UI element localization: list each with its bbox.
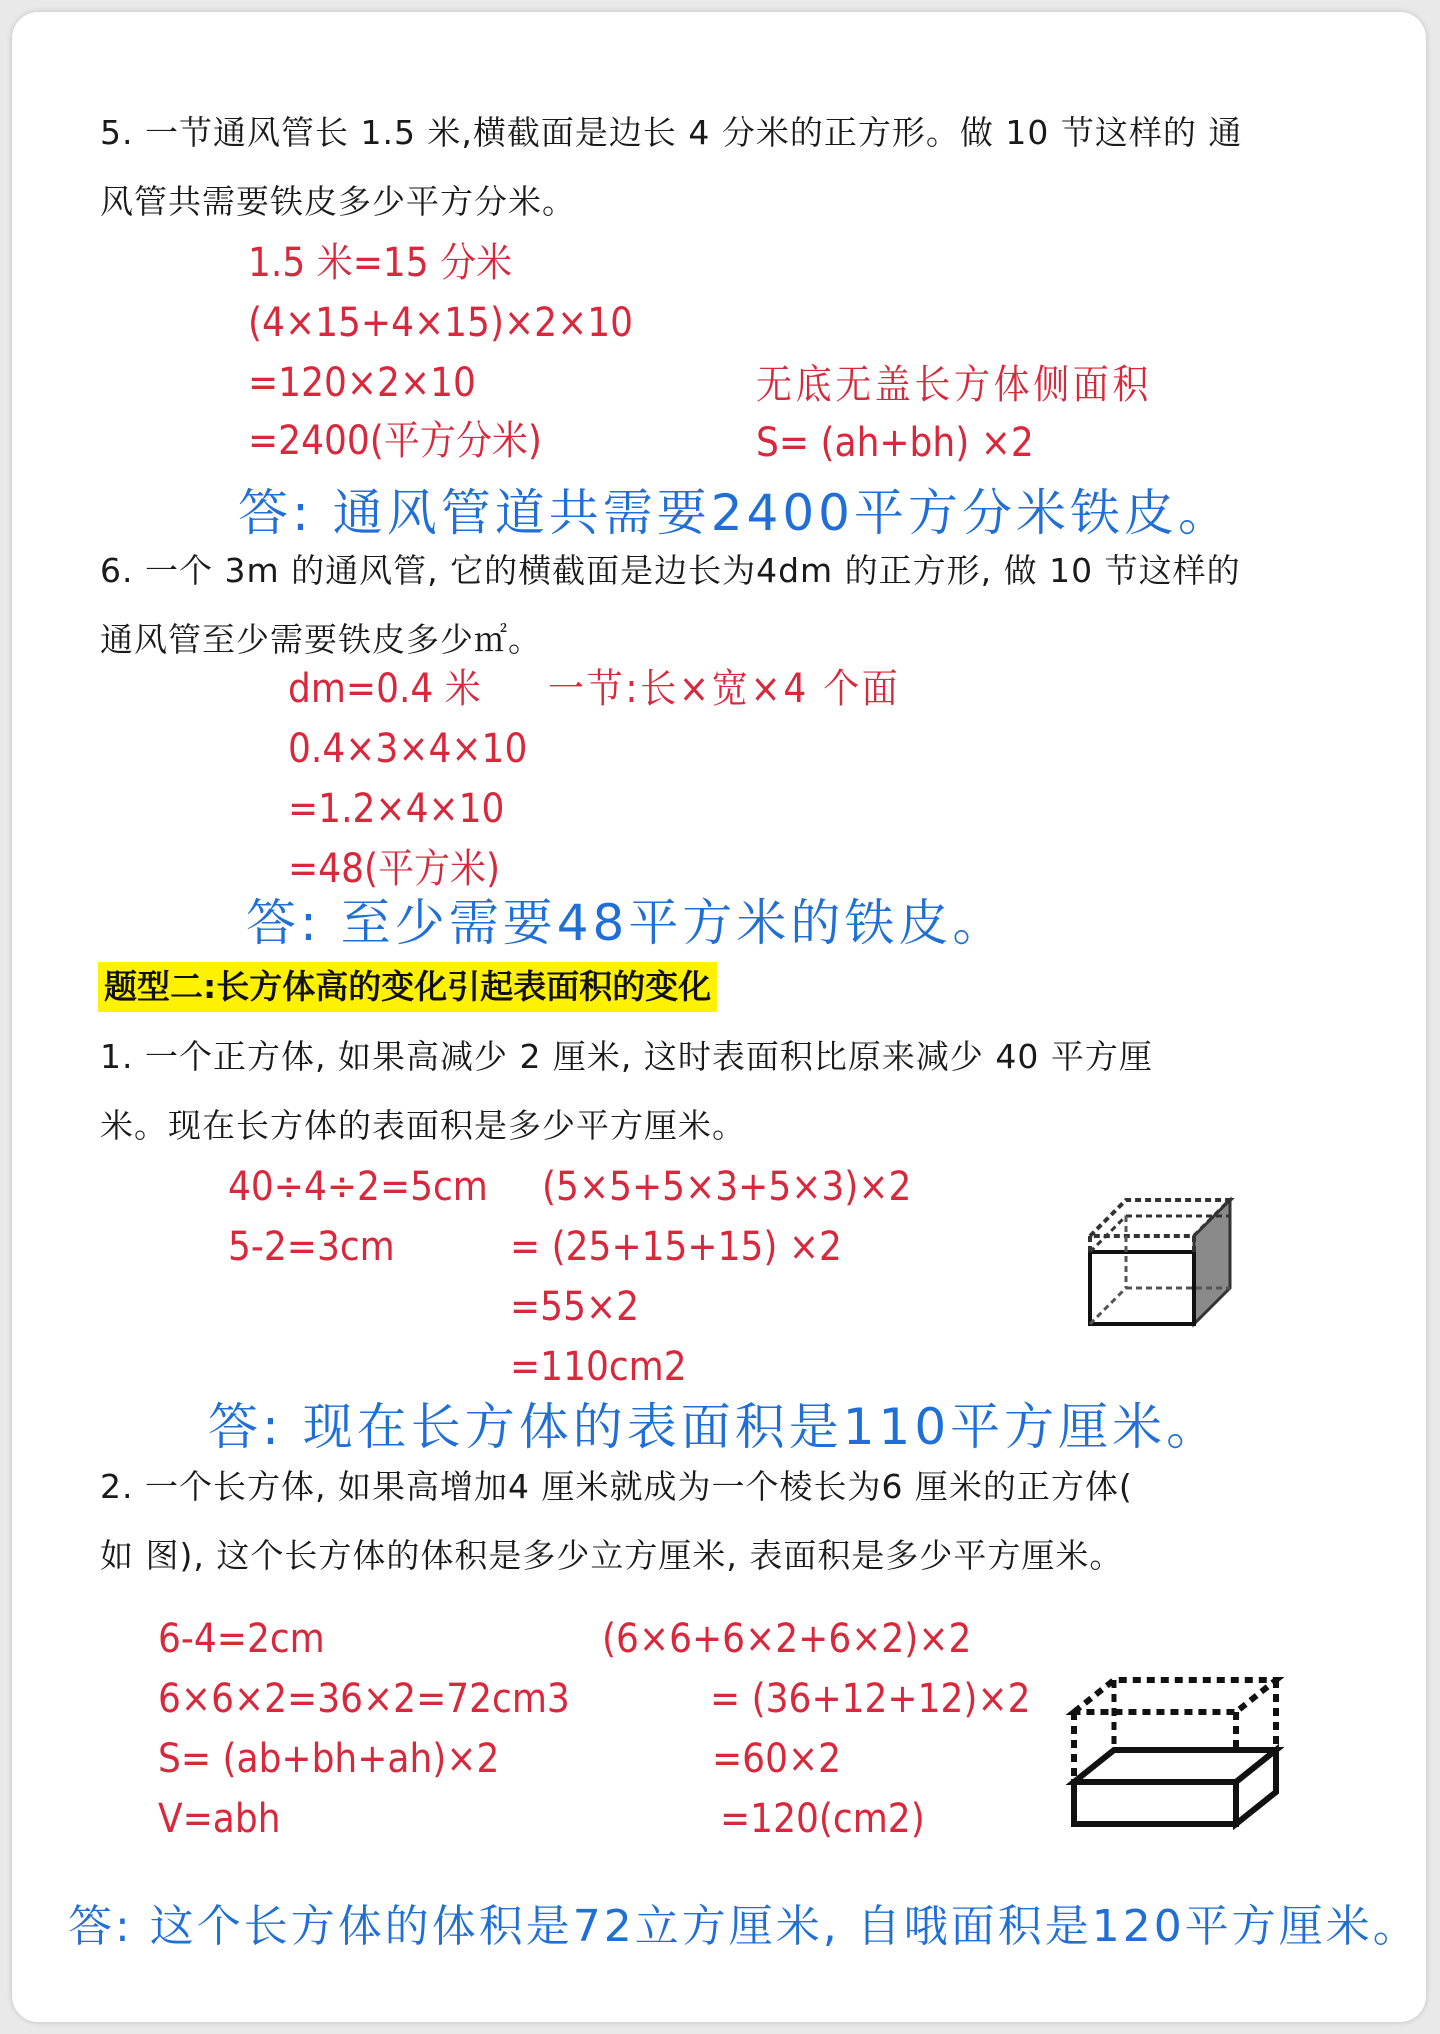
problem-1-line-2: 米。现在长方体的表面积是多少平方厘米。 (100, 1106, 746, 1145)
q5-answer: 答: 通风管道共需要2400平方分米铁皮。 (238, 484, 1232, 542)
q5-note-lateral-area: 无底无盖长方体侧面积 (756, 362, 1152, 408)
p2-work-right-1: (6×6+6×2+6×2)×2 (602, 1616, 972, 1662)
question-5-line-1: 5. 一节通风管长 1.5 米,横截面是边长 4 分米的正方形。做 10 节这样的 通 (100, 113, 1243, 152)
p2-work-right-4: =120(cm2) (720, 1796, 925, 1842)
q6-work-line-3: =1.2×4×10 (288, 786, 505, 832)
p1-work-right-3: =55×2 (510, 1284, 640, 1330)
p2-work-right-3: =60×2 (712, 1736, 842, 1782)
p2-work-line-3: S= (ab+bh+ah)×2 (158, 1736, 500, 1782)
problem-2-text (100, 1452, 1360, 1590)
q5-work-line-1: 1.5 米=15 分米 (248, 240, 513, 286)
p2-answer: 答: 这个长方体的体积是72立方厘米, 自哦面积是120平方厘米。 (68, 1901, 1420, 1952)
cube-figure (1082, 1192, 1242, 1352)
p1-answer: 答: 现在长方体的表面积是110平方厘米。 (208, 1398, 1221, 1456)
problem-1-line-1: 1. 一个正方体, 如果高减少 2 厘米, 这时表面积比原来减少 40 平方厘 (100, 1037, 1153, 1076)
section-title: 题型二:长方体高的变化引起表面积的变化 (98, 962, 717, 1012)
q6-work-line-4: =48(平方米) (288, 846, 501, 892)
p2-work-line-1: 6-4=2cm (158, 1616, 325, 1662)
question-6-line-2: 通风管至少需要铁皮多少㎡。 (100, 620, 542, 659)
q5-note-formula: S= (ah+bh) ×2 (756, 420, 1034, 466)
question-6-text (100, 536, 1360, 674)
q6-work-line-2: 0.4×3×4×10 (288, 726, 528, 772)
q6-note-one-section: 一节:长×宽×4 个面 (548, 666, 901, 712)
p1-work-line-2: 5-2=3cm (228, 1224, 395, 1270)
problem-2-line-1: 2. 一个长方体, 如果高增加4 厘米就成为一个棱长为6 厘米的正方体( (100, 1467, 1133, 1506)
p2-work-right-2: = (36+12+12)×2 (710, 1676, 1031, 1722)
p1-work-right-2: = (25+15+15) ×2 (510, 1224, 842, 1270)
question-6-line-1: 6. 一个 3m 的通风管, 它的横截面是边长为4dm 的正方形, 做 10 节这样的 (100, 551, 1241, 590)
q5-work-line-2: (4×15+4×15)×2×10 (248, 300, 634, 346)
q6-answer: 答: 至少需要48平方米的铁皮。 (246, 894, 1007, 952)
p2-work-line-4: V=abh (158, 1796, 281, 1842)
p1-work-line-1: 40÷4÷2=5cm (228, 1164, 488, 1210)
problem-1-text (100, 1022, 1360, 1160)
cuboid-figure (1064, 1670, 1284, 1840)
worksheet-page (12, 12, 1426, 2022)
p1-work-right-1: (5×5+5×3+5×3)×2 (542, 1164, 912, 1210)
problem-2-line-2: 如 图), 这个长方体的体积是多少立方厘米, 表面积是多少平方厘米。 (100, 1536, 1124, 1575)
question-5-text (100, 98, 1360, 236)
q6-work-line-1: dm=0.4 米 (288, 666, 481, 712)
p2-work-line-2: 6×6×2=36×2=72cm3 (158, 1676, 570, 1722)
q5-work-line-3: =120×2×10 (248, 360, 476, 406)
question-5-line-2: 风管共需要铁皮多少平方分米。 (100, 182, 576, 221)
q5-work-line-4: =2400(平方分米) (248, 418, 542, 464)
p1-work-right-4: =110cm2 (510, 1344, 687, 1390)
